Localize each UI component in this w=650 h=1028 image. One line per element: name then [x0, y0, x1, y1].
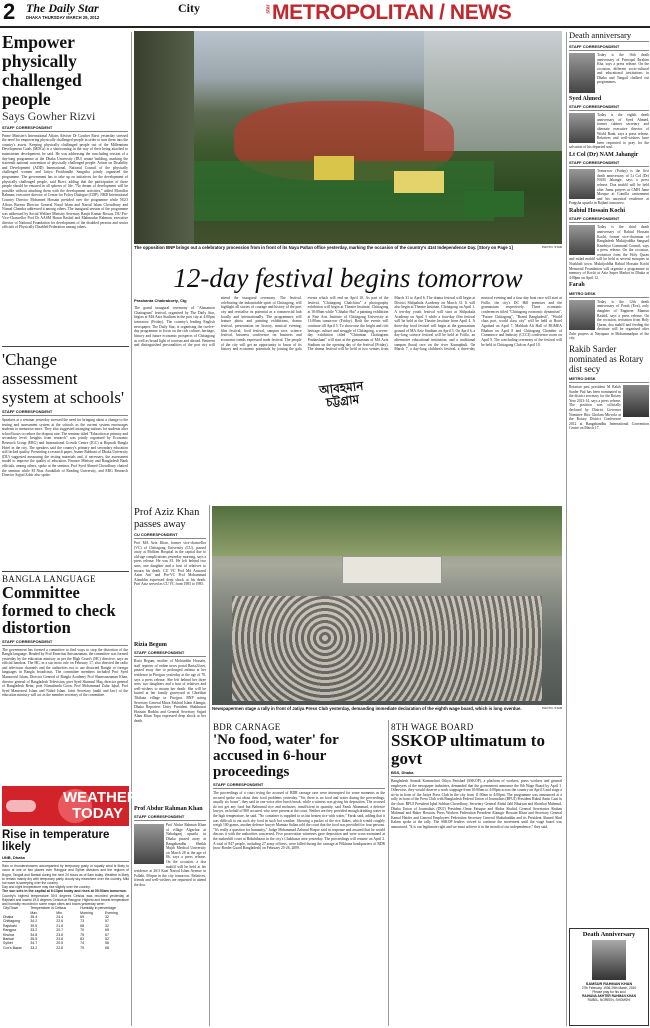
article-bdr — [213, 722, 385, 1026]
byline: STAFF CORRESPONDENT — [213, 782, 385, 789]
body: Prof Abdur Rahman Khan of village Algachar at Nababganj upazila in Dhaka passed away at Bangabandhu Sheikh Mujib Medical University on March 28 at the age of 86, says a press release. On the occasion, a doa mahfil will be held at his residence at 26/3 Kazi Nazrul Islam Avenue in Pallabi, Mirpur in the city tomorrow. Relatives, friends and well-wishers are requested to attend the doa. — [134, 823, 206, 888]
obituary-portrait — [569, 113, 595, 143]
obituary-body: Today is the 12th death anniversary of Farah (Eva), only daughter of Engineer Mamun Rashid, says a press release. On the occasion, recitation from Holy Quran, doa mahfil and feeding the destitute will be organised after Zuhr prayers at Nayapara in Mohammadpur of the city. — [569, 299, 649, 341]
weather-row: Sylhet 34.7 20.5 74 56 — [3, 941, 109, 946]
body: The proceedings of a court trying the accused of BDR carnage case were interrupted for some moments as the accused spoke out about their food problems yesterday. "Sir, there is no food and water during the proceedings, usually six hours", they said in one voice after lunch break, while a witness was giving his deposition. The accused do not get any food but Bahrumal rice and molasses, insufficient in quantity, said Faruk Ahammad, a defence lawyer, on behalf of 800 accused, who were present at the court. Neither are they provided enough drinking water in the high temperature, he said. "No container is supplied to us but beaten rice with water," Faruk said, adding that it was difficult to eat such dry food in such hot weather. Showing a packet of the rice flakes, which would roughly weigh 100 grams, another defence lawyer Mamtaz Sultan told the court that the food was provided for four persons. "It's really a question for humanity," Judge Mohammad Zahurul Hoque said in response and assured that he would discuss it with the authorities concerned. Five prosecution witnesses gave deposition and were cross-examined at the makeshift court at Bakshibazar in the city's Chakbazar area yesterday. The proceedings will resume on April 2. A total of 847 people, including 27 army officers, were killed during the carnage at Pilkhana headquarters of BDR (now Border Guard Bangladesh) on February 25-26, 2009. — [213, 791, 385, 851]
obituary-byline: STAFF CORRESPONDENT — [569, 216, 649, 223]
body: Speakers at a seminar yesterday stressed the need for bringing about a change to the testing and assessment system at the schools as the current system encourages students to memorise more. They also suggested arranging tuitions for students after school hours to reduce the dropout rate. The seminar titled "Education at primary and secondary level: Insights from research" was jointly organised by Economic Research Group (ERG) and International Growth Centre (IGC) at Bopsodi Bangla Hotel in the city. The speakers said the country's primary and secondary education still lacked quality. Presenting a research paper, Asmer Rabbani of Dhaka University (DU) suggested measuring the testing materials and, if necessary, the assessment model to improve the quality of education. Finance Ministry and Bangladesh Bank officials, among others, spoke at the seminar. Prof Syed Ahmed Chowdhury chaired the seminar while M Niaz Asadullah of Reading University, and ERG Research Director Sajjad Zohir also spoke. — [2, 418, 128, 478]
body: The government has formed a committee to find ways to stop the distortion of the Bangla language. Headed by Prof Emeritus Anisuzzaman, the committee was formed yesterday by the education ministry as per the High Court's (HC) directive, says an official handout. The HC, in a suo moto rule on February 17, also directed the radio and television channels and the authorities not to use distorted Bangla or foreign languages in Bangla broadcasts. The committee members included Prof Syed Manzoorul Islam, Director General of Bangla Academy Prof Shamsuzzaman Khan, director general of Bangladesh Television, poet Syed Shamsul Haq, director general of Bangladesh Betar, poet Nirmalendu Goon, Prof Mohammad Zafar Iqbal, Prof Syed Manzoorul Islam and Nahid Islam. Joint Secretary (audit and law) of the education ministry will act as the member secretary of the committee. — [2, 647, 128, 698]
obituary-body: Today is the third death anniversary of Rabiul Hossain Kochi, former vice-chairman of Bangladesh Muktijoddha Sangsad Kendriya Command Council, says a press release. On the occasion, recitation from the Holy Quran and milad mahfil will be held at several mosques in Noakhali town. Muktijoddha Rabiul Hossain Kochi Memorial Foundation will organise a programme in memory of Kochi at Aziz Super Market in Dhaka at 4:00pm on April 12. — [569, 225, 649, 280]
byline: BSS, Dhaka — [391, 770, 562, 777]
ad-line1: 27th February, 1936-29th March, 2010 — [581, 986, 637, 990]
death-anniversary-ad — [569, 928, 649, 1026]
obituary-portrait — [569, 169, 595, 199]
headline: Empower physically challenged people — [2, 32, 82, 109]
weather-row: Cox's Bazar 33.2 22.8 79 68 — [3, 945, 109, 950]
page-number: 2 — [3, 0, 16, 24]
lead-photo-caption: PHOTO: STAR The opposition BNP brings out a celebratory procession from in front of its Naya Paltan office yesterday, marking the occasion of the country's 41st Independence Day. [Story on Page 1] — [134, 245, 562, 250]
rakib-byline: METRO DESK — [569, 376, 649, 383]
obituary-body: Today is the eighth death anniversary of Syed Ahmed, former cabinet secretary and alternate executive director of World Bank, says a press release. Relatives and well-wishers have been requested to pray for the salvation of his departed soul. — [569, 113, 649, 150]
byline: STAFF CORRESPONDENT — [134, 814, 206, 821]
right-column — [569, 31, 649, 943]
weather-byline: UNB, Dhaka — [2, 855, 129, 862]
name: Prof Abdur Rahman Khan — [134, 806, 203, 812]
weather-row: Rajshahi 39.5 21.6 68 32 — [3, 923, 109, 928]
rakib-headline: Rakib Sarder nominated as Rotary dist secy — [569, 344, 644, 375]
photo-credit: PHOTO: STAR — [541, 706, 562, 710]
right-header: Death anniversary — [569, 31, 649, 42]
kicker: BANGLA LANGUAGE — [2, 574, 96, 584]
photo-credit: PHOTO: STAR — [541, 245, 562, 249]
weather-banner — [2, 786, 138, 826]
byline: CU CORRESPONDENT — [134, 532, 206, 539]
rakib-body: Rotarian past president M Rakib Sarder Pial has been nominated as the district secretary for the Rotary Year 2013-14, says a press release. The position was officially declared by District Governor Nominee Ritu Gholam Mirvola at the Rotary District Conference 2012 at Bangabandhu International Convention Centre on March 17. — [569, 385, 649, 431]
festival-byline: Prashanta Chakraborty, Ctg — [134, 298, 187, 303]
body: Prime Minister's International Affairs Adviser Dr Gowher Rizvi yesterday stressed the need for empowering physically challenged people in order to turn them into the country's assets. Keeping physically challenged people out of the Millennium Development Goals (MDGs) is a shortcoming in the way of their being attached to mainstream development, he said. He was addressing the concluding session of a day-long programme at the Dhaka University (DU) senate building, marking the sixteenth national convention of physically challenged people. Action on Disability and Development (ADD) International, National Council of the physically challenged women and Jatiya Protibondhi Sangstha jointly organised the programme. The government has to take up on initiatives for the development of physically challenged people, said Rizvi, adding that the participation of these people should be ensured in all spheres of life. "No dream of development will be possible without attaching them with the development activities," added Mozaffar Rahman, executive director of Centre for Policy Dialogue (CDP). NHD International Country Director Mohamed Hossain presided over the programme while NGO Affairs Bureau Director General Nurul Islam and Nazrul Islam Chowdhury and Nirmal Chandra addressed it among others. The inaugural session of the programme was addressed by Social Welfare Ministry Secretary Ranjit Kumar Biswas, DU Pro-Vice-Chancellor Prof Dr AASM Harun Rashid and Mahmudur Rahman, executive director of National Foundation for development of the disabled persons and senior officials of Physically Disabled Federation among others. — [2, 133, 128, 230]
headline: SSKOP ultimatum to govt — [391, 731, 545, 768]
obituary-byline: STAFF CORRESPONDENT — [569, 160, 649, 167]
ad-title: Death Anniversary — [582, 931, 636, 938]
weather-sun: The sun sets in the capital at 6:13pm today and rises at 05:53am tomorrow. — [2, 889, 127, 894]
weather-row: Rangpur 33.2 20.7 70 65 — [3, 928, 109, 933]
press-club-photo — [212, 506, 562, 705]
festival-body: The grand inaugural ceremony of "Ahmamon Chattagram" festival, organised by The Daily Star, begins at MA Aziz Stadium in the port city at 4:00pm tomorrow (Friday). The country's leading English newspaper, The Daily Star, is organising the twelve-day programme to focus on the rich culture, heritage, history and future economic prospects of Chittagong as well as broad light of tourism and abroad. Eminent and distinguished personalities of the port city will attend the inaugural ceremony. The festival, celebrating the indomitable spirit of Chittagong, will highlight all stories of courage and history of the port city and revitalise its potential as a commercial hub locally and internationally. The programmes will feature photo and painting exhibitions, drama festival, presentation on history, musical evening, film festival, food festival, sampan race, science festival, business conference on business and economic trends expressed trade festival. The people of the city will get an opportunity to know of its history and economic potentials by joining the gala events which will end on April 10. As part of the festival, "Chittagong Chalchitra" a photography exhibition will begin at Theatre Institute, Chittagong at 10:00am while "Chhabir Hat" a painting exhibition at Fine Arts Institute of Chittagong University at 11:00am tomorrow (Friday). Both the events will continue till April 5. To showcase the bright and rich heritage, culture and struggle of Chittagong, a seven-day exhibition titled "Chirantan Chattagram Pradarshani" will start at the gymnasium of MA Aziz Stadium on the opening day of the festival (Friday). The drama festival will be held at two venues from March 31 to April 6. The drama festival will begin at District Shilpakala Academy on March 31. It will also begin at Theatre Institute, Chittagong on April 1. A ten-day youth festival will start at Shilpakala Academy on April 3 while a four-day film festival will be held at the Theatre Institute from April 4. A three-day food festival will begin at the gymnasium ground of MA Aziz Stadium on April 3. On April 6, a day-long science festival will be held at Foillo, an alternative educational institution, and a traditional sampan (boat) race on the river Karnaphuli. On March 7, a day-long children's festival, a three-day musical evening and a four day boat race will start at Foillo, the city's DC Hill premises and the gymnasium respectively. Three economic conferences titled "Chittagong economic dynamism", "Future Chittagong", "Brand Bangladesh", "World class port, world class city" will be held at Hotel Agrabad on April 7, Mahbub Ali Hall of BGMEA Bhaban on April 8 and Chittagong Chamber of Commerce and Industry (CCCI) conference room on April 9. The concluding ceremony of the festival will be held at Chittagong Club on April 10. — [134, 296, 562, 352]
obituary-name: Rabiul Hossain Kochi — [569, 208, 626, 215]
weather-headline: Rise in temperature likely — [2, 829, 110, 854]
byline: STAFF CORRESPONDENT — [2, 125, 128, 132]
ad-from: RAIHANA AKHTER RAHMAN KHAN — [582, 994, 636, 998]
body: Rizia Begum, mother of Mohiuddin Hossain, staff reporter of online news portal Barta24.net, passed away due to prolonged asthma at her residence in Pirojpur yesterday at the age of 70, says a press release. She left behind her three sons, two daughters and a host of relatives and well-wishers to mourn her death. She will be buried at her family graveyard at Ghorbhat Tikikata village in Pirojpur. BNP acting Secretary General Mirza Fakhrul Islam Alamgir, Dhaka Reporters Unity President Shakhawat Hossain Badsha and General Secretary Sajjad Alam Khan Tapu expressed deep shock at her death. — [134, 659, 206, 724]
rakib-portrait — [623, 385, 649, 417]
festival-logo — [310, 372, 374, 418]
headline: Committee formed to check distortion — [2, 583, 116, 637]
obituary-portrait — [569, 300, 595, 330]
article-assessment — [2, 350, 128, 570]
kicker: 8TH WAGE BOARD — [391, 722, 474, 732]
headline: 'No food, water' for accused in 6-hour proceedings — [213, 732, 339, 780]
article-wage — [391, 722, 562, 1026]
obituary-byline: METRO DESK — [569, 291, 649, 298]
press-club-caption: PHOTO: STAR Newspapermen stage a rally in front of Jatiya Press Club yesterday, demanding immediate declaration of the eighth wage board, which is long overdue. — [212, 706, 562, 711]
weather-row: Khulna 34.8 23.6 75 67 — [3, 932, 109, 937]
byline: STAFF CORRESPONDENT — [2, 409, 128, 416]
weather-title: WEATHER TODAY — [63, 789, 138, 822]
obituary-portrait — [569, 53, 595, 93]
festival-headline: 12-day festival begins tomorrow — [173, 263, 523, 293]
headline: Prof Aziz Khan passes away — [134, 507, 200, 530]
obituary-body: Tomorrow (Friday) is the first death anniversary of Lt Col (Dr) NAM Jahangir, says a press release. Doa mahfil will be held after Jumu prayers at CMH Jame Mosque at Comilla cantonment and his ancestral residence at Pangsha upazila in Rajbari tomorrow. — [569, 169, 649, 206]
obituary-byline: STAFF CORRESPONDENT — [569, 104, 649, 111]
obituary-portrait — [569, 225, 595, 255]
obituary-item — [569, 208, 649, 280]
body: Prof MA Aziz Khan, former vice-chancellor (VC) of Chittagong University (CU), passed away at Mollom Hospital in the capital due to old-age complications yesterday morning, says a press release. He was 81. He left behind two sons, one daughter and a host of relatives to mourn his death. CU VC Prof Md Anwarul Azim Arif and Pro-VC Prof Mohammad Alauddin expressed deep shock at his death. Prof Aziz served as CU VC from 1983 to 1985. — [134, 541, 206, 587]
weather-table: City/Town Temperature in Celsius Humidity in percentage Max. Min. Morning Evening Dhaka 35.4 24.4 69 32 Chittagong 34.2 22.6 73 57 Rajshahi 39.5 21.6 68 32 Rangpur 33.2 20.7 70 65 Khulna 34.8 23.6 75 67 Barisal 35.5 23.8 83 52 Sylhet 34.7 20.5 74 56 Cox's Bazar 33.2 22.8 79 68 — [2, 906, 129, 950]
article-abdur — [134, 806, 206, 1026]
obituary-byline: STAFF CORRESPONDENT — [569, 44, 649, 51]
page-date: DHAKA THURSDAY MARCH 29, 2012 — [26, 15, 100, 20]
obituary-name: Lt Col (Dr) NAM Jahangir — [569, 151, 639, 158]
weather-body: Rain or thundershowers accompanied by temporary gusty or squally wind is likely to occur at one or two places over Rangpur and Sylhet divisions and the regions of Bogra, Tangail and Barisal during the next 24 hours as of 6am today. Weather is likely to remain mainly dry with temporary partly cloudy sky elsewhere over the country. Mild hot wave is sweeping over the country. — [2, 864, 129, 885]
weather-extra: Country's highest temperature 39.5 degrees Celsius was recorded yesterday at Rajshahi and lowest 19.5 degrees Celsius at Rangpur. Highest and lowest temperature and humidity recorded in some major cities and towns yesterday were: — [2, 893, 129, 906]
ad-sub: RUBEL, NOREEN, SHOMSHI — [587, 998, 631, 1002]
weather-note: Day and night temperature may rise slightly over the country. — [2, 885, 91, 890]
ad-name: SAMSUR RAHMAN KHAN — [585, 982, 633, 986]
obituary-name: Syed Ahmed — [569, 95, 602, 102]
lead-photo — [134, 31, 562, 244]
byline: STAFF CORRESPONDENT — [2, 639, 128, 646]
headline: 'Change assessment system at schools' — [2, 350, 125, 407]
ad-portrait — [592, 940, 626, 980]
section-city: City — [178, 1, 200, 15]
weather-row: Barisal 35.5 23.8 83 52 — [3, 937, 109, 941]
kicker: BDR CARNAGE — [213, 722, 281, 732]
abdur-portrait — [134, 824, 164, 864]
obituary-item — [569, 152, 649, 206]
section-star: star — [265, 4, 272, 14]
obituary-item — [569, 96, 649, 150]
festival-logo-text: আবহমান চট্টগ্রাম — [318, 378, 365, 410]
ad-line2: Please pray for his soul — [592, 990, 626, 994]
weather-row: Chittagong 34.2 22.6 73 57 — [3, 919, 109, 924]
weather-box — [2, 786, 138, 1026]
article-rizia — [134, 642, 206, 804]
name: Rizia Begum — [134, 642, 167, 648]
obituary-item — [569, 44, 649, 94]
article-aziz — [134, 507, 206, 637]
paper-name: The Daily Star — [26, 1, 99, 15]
obituary-body: Today is the 16th death anniversary of Principal Ibrahim Kha, says a press release. On the occasion, different socio-cultural and educational institutions in Dhaka and Tangail chalked out programmes. — [597, 52, 649, 85]
metropolitan-title: METROPOLITAN / NEWS — [272, 1, 512, 24]
weather-row: Dhaka 35.4 24.4 69 32 — [3, 914, 109, 919]
subhead: Says Gowher Rizvi — [2, 109, 96, 123]
byline: STAFF CORRESPONDENT — [134, 650, 206, 657]
article-empower — [2, 33, 128, 345]
article-bangla — [2, 574, 128, 799]
body: Bangladesh Sramik Karmachari Oikya Parishad (SSKOP), a platform of workers, press workers and general employees of the newspaper industries, demanded that the government announce the 8th Wage Board by April 1. Otherwise, they would observe a work stoppage from 10:00am to 4:00pm across the country on April 3 and stage a sit-in in front of the Jatiya Press Club in the city from 11:00am to 4:00pm. The programme was announced at a rally in front of the Press Club with Bangladesh Federal Union of Journalists (BFUJ) President Ruhul Amin Gazi in the chair. BFUJ President Iqbal Sobhan Chowdhury, Secretary General Abdul Jalil Bhuiyan and Shawkat Mahmud, Dhaka Union of Journalists (DUJ) President Omar Faruque and Abdus Shahid, General Secretaries Shaban Mahmud and Baker Hossain, Press Workers Federation President Alamgir Hossain Khan and Secretary General Kamal Haider and General Employees Federation Secretary General Shahabuddin and its President Ahmed Abul Kalam spoke at the rally. The SSKOP leaders vowed to continue the movement until the wage board was announced. "It is our legitimate right and we must achieve it in the month of our independence," they said. — [391, 779, 562, 829]
obituary-name: Farah — [569, 282, 585, 289]
obituary-item — [569, 282, 649, 341]
